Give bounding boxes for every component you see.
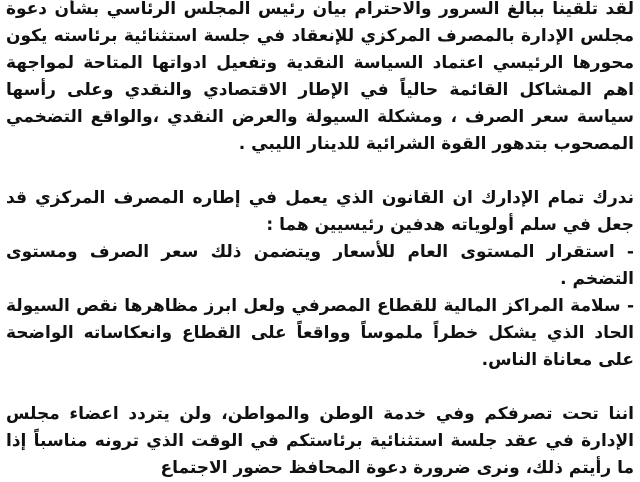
- paragraph-intro: لقد تلقينا ببالغ السرور والاحترام بيان رئيس المجلس الرئاسي بشأن دعوة مجلس الإدارة بالمصرف المركزي للإنعقاد في جلسة استثنائية برئاسته يكون محورها الرئيسي اعتماد السياسة النقدية وتفعيل ادواتها المتاحة لمواجهة اهم المشاكل القائمة حالياً في الإطار الاقتصادي والنقدي وعلى رأسها سياسة سعر الصرف ، ومشكلة السيولة والعرض النقدي ،والواقع التضخمي المصحوب بتدهور القوة الشرائية للدينار الليبي .: [6, 0, 634, 154]
- paragraph-objectives: [6, 185, 634, 374]
- document-body: [6, 0, 634, 482]
- objective-banking-soundness: - سلامة المراكز المالية للقطاع المصرفي ولعل ابرز مظاهرها نقص السيولة الحاد الذي يشكل خطراً ملموساً وواقعاً على القطاع وانعكاساته الواضحة على معاناة الناس.: [6, 296, 634, 370]
- objectives-intro: ندرك تمام الإدارك ان القانون الذي يعمل في إطاره المصرف المركزي قد جعل في سلم أولوياته هدفين رئيسيين هما :: [6, 188, 634, 235]
- objective-price-stability: - استقرار المستوى العام للأسعار ويتضمن ذلك سعر الصرف ومستوى التضخم .: [6, 242, 634, 289]
- paragraph-closing: اننا تحت تصرفكم وفي خدمة الوطن والمواطن، ولن يتردد اعضاء مجلس الإدارة في عقد جلسة استثنائية برئاستكم في الوقت الذي ترونه مناسباً إذا ما رأيتم ذلك، ونرى ضرورة دعوة المحافظ حضور الاجتماع: [6, 404, 634, 478]
